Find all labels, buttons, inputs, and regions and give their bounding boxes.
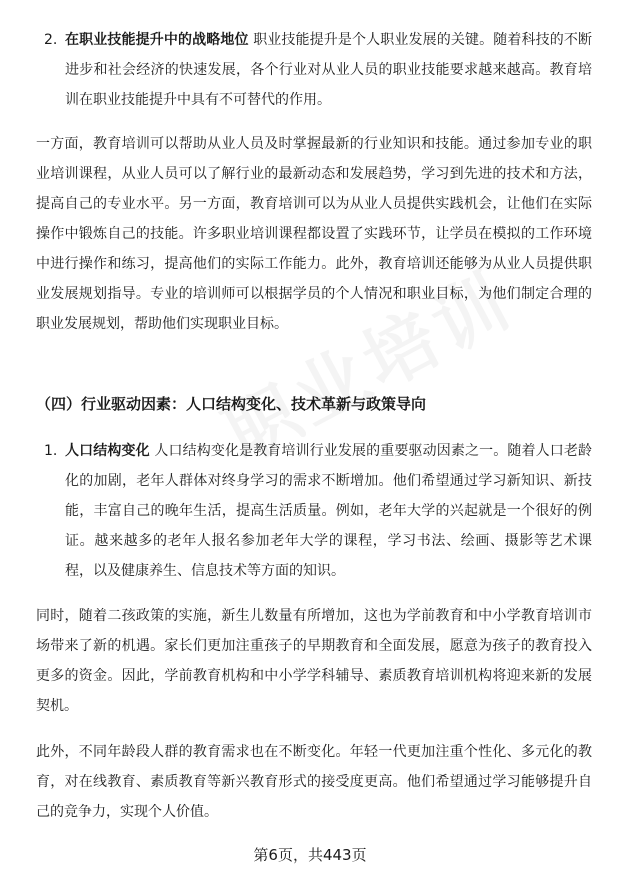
list-item-body [65,436,592,586]
list-item-title: 人口结构变化 [65,443,150,459]
list-item-text: 职业技能提升是个人职业发展的关键。随着科技的不断进步和社会经济的快速发展，各个行业对从业人员的职业技能要求越来越高。教育培训在职业技能提升中具有不可替代的作用。 [65,32,593,108]
list-item-title: 在职业技能提升中的战略地位 [65,32,249,48]
paragraph-age-groups: 此外，不同年龄段人群的教育需求也在不断变化。年轻一代更加注重个性化、多元化的教育，对在线教育、素质教育等新兴教育形式的接受度更高。他们希望通过学习能够提升自己的竞争力，实现个人价值。 [36,744,592,820]
page-footer: 第6页，共443页 [253,846,367,864]
list-item-number: 2. [44,32,58,48]
paragraph-vocational-training: 一方面，教育培训可以帮助从业人员及时掌握最新的行业知识和技能。通过参加专业的职业培训课程，从业人员可以了解行业的最新动态和发展趋势，学习到先进的技术和方法，提高自己的专业水平。另一方面，教育培训可以为从业人员提供实践机会，让他们在实际操作中锻炼自己的技能。许多职业培训课程都设置了实践环节，让学员在模拟的工作环境中进行操作和练习，提高他们的实际工作能力。此外，教育培训还能够为从业人员提供职业发展规划指导。专业的培训师可以根据学员的个人情况和职业目标，为他们制定合理的职业发展规划，帮助他们实现职业目标。 [36,136,592,332]
list-item-text: 人口结构变化是教育培训行业发展的重要驱动因素之一。随着人口老龄化的加剧，老年人群体对终身学习的需求不断增加。他们希望通过学习新知识、新技能，丰富自己的晚年生活，提高生活质量。例如，老年大学的兴起就是一个很好的例证。越来越多的老年人报名参加老年大学的课程，学习书法、绘画、摄影等艺术课程，以及健康养生、信息技术等方面的知识。 [65,443,593,579]
section-heading: （四）行业驱动因素：人口结构变化、技术革新与政策导向 [36,395,427,413]
paragraph-two-child-policy: 同时，随着二孩政策的实施，新生儿数量有所增加，这也为学前教育和中小学教育培训市场带来了新的机遇。家长们更加注重孩子的早期教育和全面发展，愿意为孩子的教育投入更多的资金。因此，学前教育机构和中小学学科辅导、素质教育培训机构将迎来新的发展契机。 [36,608,592,714]
list-item-number: 1. [44,443,58,459]
list-item-body [65,25,592,115]
